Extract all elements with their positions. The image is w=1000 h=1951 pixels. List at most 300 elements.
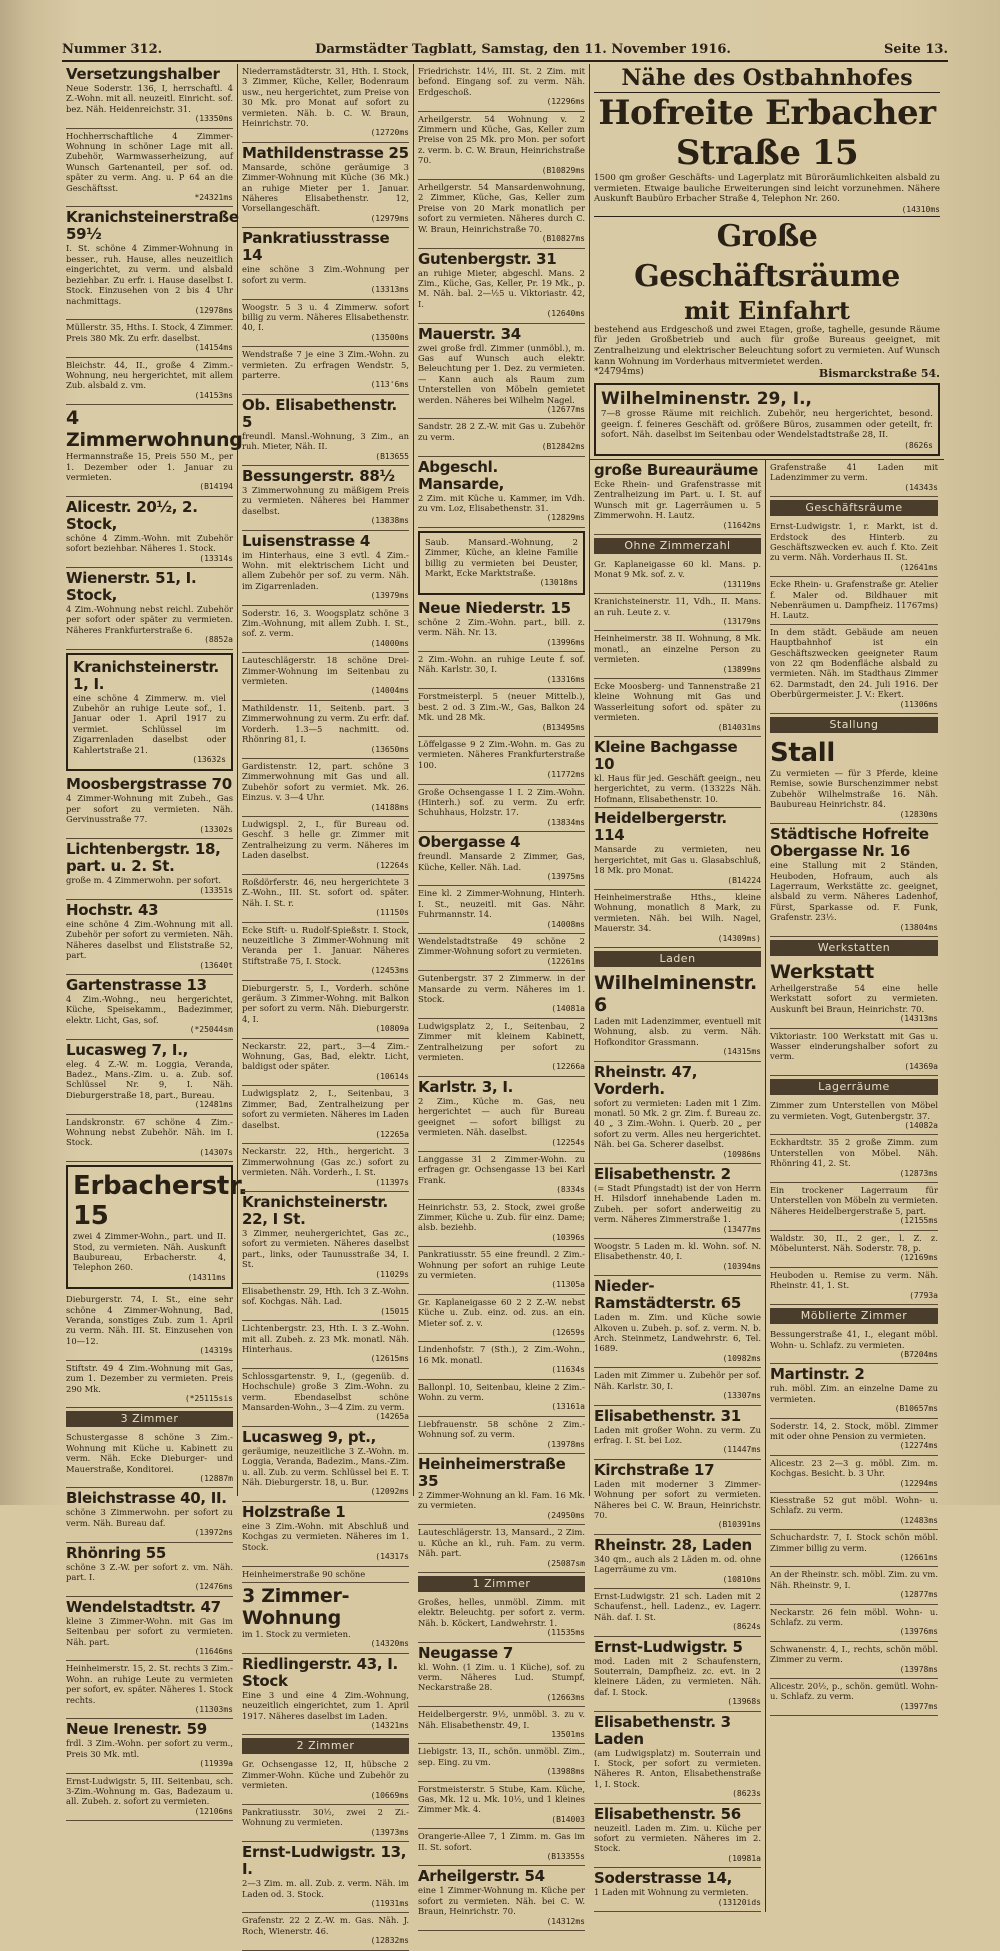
- classified-ad: [242, 1757, 409, 1805]
- column-1: [62, 64, 248, 1816]
- classified-ad: [418, 419, 585, 456]
- ad-heading: Obergasse 4: [418, 833, 521, 852]
- ad-reference: (14307s: [199, 1147, 233, 1157]
- ad-reference: *24321ms: [194, 193, 233, 203]
- ad-reference: (12641ms: [899, 562, 938, 572]
- ad-body: Orangerie-Allee 7, 1 Zimm. m. Gas im II. St. sofort.: [418, 1831, 585, 1852]
- ad-reference: (14343s: [904, 482, 938, 492]
- ad-body: Langgasse 31 2 Zimmer-Wohn. zu erfragen gr. Ochsengasse 13 bei Karl Frank.: [418, 1153, 585, 1185]
- classified-ad: [242, 606, 409, 654]
- ad-heading: Mauerstr. 34: [418, 324, 521, 343]
- classified-ad: [242, 653, 409, 701]
- classified-ad: [66, 1488, 233, 1542]
- classified-ad: [418, 832, 585, 886]
- ad-reference: (12481ms: [194, 1100, 233, 1110]
- ad-body: Neue Soderstr. 136, I, herrschaftl. 4 Z.-Wohn. mit all. neuzeitl. Einricht. sof. bez. Näh. Heidenreichstr. 31.: [66, 83, 233, 114]
- column-4: [590, 460, 766, 1912]
- ad-body: Hochherrschaftliche 4 Zimmer-Wohnung in schöner Lage mit all. Zubehör, Warmwasserheizung, auf Wunsch Gartenanteil, per sof. od. später zu verm. Ang. u. P 64 an die Geschäftsst.: [66, 130, 233, 193]
- classified-ad: [770, 1327, 938, 1364]
- classified-ad: [242, 981, 409, 1039]
- ad-reference: (B14031ms: [717, 722, 761, 732]
- ad-body: schöne 3 Zimmerwohn. per sofort zu verm. Näh. Bureau daf.: [66, 1507, 233, 1528]
- ad-reference: (12294ms: [899, 1478, 938, 1488]
- ad-heading: Arheilgerstr. 54: [418, 1867, 545, 1886]
- ad-body: Saub. Mansard.-Wohnung, 2 Zimmer, Küche, an kleine Familie billig zu vermieten bei Deuster, Markt, Ecke Marktstraße.: [425, 536, 578, 579]
- ad-reference: (12261ms: [546, 956, 585, 966]
- ad-reference: (13972ms: [194, 1528, 233, 1538]
- ad-body: Lauteschlägerstr. 18 schöne Drei-Zimmer-Wohnung im Seitenbau zu vermieten.: [242, 655, 409, 687]
- ad-reference: (11634s: [551, 1365, 585, 1375]
- ad-body: 4 Zimmer-Wohnung mit Zubeh., Gas per sofort zu vermieten. Näh. Gervinusstraße 77.: [66, 793, 233, 825]
- ad-body: Schlossgartenstr. 9, I., (gegenüb. d. Hochschule) große 3 Zim.-Wohn. zu verm. Ebendaselbst schöne Mansarden-Wohn., 3—4 Zim. zu verm.: [242, 1370, 409, 1413]
- ad-reference: (13632s: [192, 755, 226, 765]
- ad-body: Hermannstraße 15, Preis 550 M., per 1. Dezember oder 1. Januar zu vermieten.: [66, 451, 233, 482]
- ad-reference: (8624s: [732, 1622, 761, 1632]
- ad-heading: Lucasweg 9, pt.,: [242, 1427, 377, 1446]
- ad-body: Forstmeisterpl. 5 (neuer Mittelb.), best. 2 od. 3 Zim.-W., Gas, Balkon 24 Mk. und 28 Mk.: [418, 691, 585, 723]
- ad-body: Neckarstr. 26 fein möbl. Wohn- u. Schlafz. zu verm.: [770, 1606, 938, 1628]
- classified-ad: [418, 1247, 585, 1295]
- ad-heading: Wendelstadtstr. 47: [66, 1597, 221, 1616]
- ad-reference: (14312ms: [546, 1916, 585, 1926]
- classified-ad: [770, 1679, 938, 1716]
- page-number-right: Seite 13.: [883, 41, 948, 57]
- column-3: [414, 64, 590, 1926]
- ad-body: Ecke Stift- u. Rudolf-Spießstr. I. Stock, neuzeitliche 3 Zimmer-Wohnung mit Veranda per 1. Januar. Näheres Stiftstraße 75, I. Stock.: [242, 924, 409, 966]
- ad-body: Ecke Rhein- u. Grafenstraße gr. Atelier f. Maler od. Bildhauer mit Nebenräumen u. Dampfheiz. 11767ms) H. Lautz.: [770, 579, 938, 621]
- classified-ad: [594, 679, 761, 737]
- ad-body: Dieburgerstr. 5, I., Vorderh. schöne geräum. 3 Zimmer-Wohng. mit Balkon per sofort zu verm. Näh. Dieburgerstr. 4, I.: [242, 982, 409, 1024]
- classified-ad: [770, 1098, 938, 1135]
- ad-heading: Werkstatt: [770, 960, 874, 983]
- ad-body: schöne 3 Z.-W. per sofort z. vm. Näh. part. I.: [66, 1561, 233, 1582]
- ad-body: Eine 3 und eine 4 Zim.-Wohnung, neuzeitlich eingerichtet, zum 1. April 1917. Näheres daselbst im Laden.: [242, 1689, 409, 1721]
- ad-reference: (15015: [380, 1306, 409, 1316]
- wide-ads: [590, 64, 944, 460]
- ad-reference: (10614s: [375, 1071, 409, 1081]
- ad-body: Viktoriastr. 100 Werkstatt mit Gas u. Wasser einderungshalber sofort zu verm.: [770, 1030, 938, 1062]
- ad-heading: Lucasweg 7, I.,: [66, 1040, 189, 1059]
- ad-reference: (10394ms: [722, 1261, 761, 1271]
- classified-ad: [594, 460, 761, 535]
- ad-reference: (12640ms: [546, 309, 585, 319]
- ad-reference: (14008ms: [546, 919, 585, 929]
- columns: [62, 64, 948, 1946]
- ad-body: eine 3 Zim.-Wohn. mit Abschluß und Kochgas zu vermieten. Näheres im 1. Stock.: [242, 1520, 409, 1552]
- ad-reference: (11306ms: [899, 699, 938, 709]
- ad-body: Ernst-Ludwigstr. 5, III. Seitenbau, sch. 3-Zim.-Wohnung m. Gas, Badezaum u. all. Zubeh. z. sofort zu vermieten.: [66, 1775, 233, 1807]
- ad-reference: (24950ms: [546, 1510, 585, 1520]
- ad-body: 4 Zim.-Wohnung nebst reichl. Zubehör per sofort oder später zu vermieten. Näheres Frankfurterstraße 6.: [66, 604, 233, 635]
- ad-body: eleg. 4 Z.-W. m. Loggia, Veranda, Badez., Mans.-Zim. u. a. Zub. sof. Schlüssel Nr. 9, I. Näh. Dieburgerstraße 18, part., Bureau.: [66, 1058, 233, 1100]
- classified-ad: [242, 347, 409, 395]
- ad-heading: Elisabethenstr. 56: [594, 1804, 741, 1823]
- ad-body: Stiftstr. 49 4 Zim.-Wohnung mit Gas, zum 1. Dezember zu vermieten. Preis 290 Mk.: [66, 1362, 233, 1394]
- ad-body: Ludwigsplatz 2, I., Seitenbau, 2 Zimmer mit kleinem Kabinett, Zentralheizung per sofort zu vermieten.: [418, 1020, 585, 1063]
- ad-reference: (13977ms: [899, 1701, 938, 1711]
- ad-heading: Wilhelminenstr. 6: [594, 971, 757, 1016]
- raeume-title: Große Geschäftsräume: [634, 218, 900, 294]
- ad-heading: Pankratiusstrasse 14: [242, 229, 390, 265]
- section-heading: Laden: [594, 951, 761, 967]
- ad-reference: (12663ms: [546, 1692, 585, 1702]
- ad-heading: Neugasse 7: [418, 1643, 513, 1662]
- classified-ad: [418, 324, 585, 420]
- ad-reference: (13120ids: [717, 1897, 761, 1907]
- ad-body: Heuboden u. Remise zu verm. Näh. Rheinstr. 41, 1. St.: [770, 1269, 938, 1291]
- ad-reference: (12661ms: [899, 1553, 938, 1562]
- ad-reference: (8852a: [204, 635, 233, 645]
- ad-reference: (13351s: [199, 885, 233, 895]
- section-heading: Lagerräume: [770, 1079, 938, 1095]
- classified-ad: [770, 1493, 938, 1530]
- section-heading: Stallung: [770, 717, 938, 733]
- section-heading: Ohne Zimmerzahl: [594, 538, 761, 554]
- ad-reference: (B10827ms: [541, 234, 585, 244]
- ad-heading: Erbacherstr. 15: [73, 1171, 248, 1232]
- classified-ad: [418, 886, 585, 934]
- ad-body: Großes, helles, unmöbl. Zimm. mit elektr. Beleuchtg. per sofort z. verm. Näh. b. Köckert, Landwehrstr. 1.: [418, 1596, 585, 1628]
- section-heading: Möblierte Zimmer: [770, 1308, 938, 1324]
- ad-heading: Stall: [770, 738, 836, 769]
- classified-ad: [770, 1364, 938, 1418]
- ad-body: Eine kl. 2 Zimmer-Wohnung, Hinterh. I. St., neuzeitl. mit Gas. Nähr. Fuhrmannstr. 14.: [418, 888, 585, 920]
- ad-body: im 1. Stock zu vermieten.: [242, 1628, 351, 1639]
- ad-reference: (11397s: [375, 1177, 409, 1187]
- ad-reference: (B14003: [551, 1814, 585, 1824]
- ad-body: eine 1 Zimmer-Wohnung m. Küche per sofort zu vermieten. Näh. bei C. W. Braun, Heinrichstr. 70.: [418, 1885, 585, 1917]
- ad-body: freundl. Mansarde 2 Zimmer, Gas, Küche, Keller. Näh. Lad.: [418, 851, 585, 872]
- section-heading: Geschäftsräume: [770, 500, 938, 516]
- ad-reference: (12453ms: [370, 966, 409, 976]
- ad-body: Mathildenstr. 11, Seitenb. part. 3 Zimmerwohnung zu verm. Zu erfr. daf. Vorderh. 1.3—5 nachmitt. od. Rhönring 81, I.: [242, 702, 409, 745]
- ad-reference: (12483ms: [899, 1515, 938, 1525]
- ad-reference: (13838ms: [370, 516, 409, 526]
- ad-body: 4 Zim.-Wohng., neu hergerichtet, Küche, Speisekamm., Badezimmer, elektr. Licht, Gas, sof.: [66, 993, 233, 1025]
- classified-ad: [594, 1406, 761, 1460]
- ad-body: 2—3 Zim. m. all. Zub. z. verm. Näh. im Laden od. 3. Stock.: [242, 1878, 409, 1899]
- ad-heading: Luisenstrasse 4: [242, 531, 370, 550]
- classified-ad: [66, 320, 233, 357]
- ad-body: schöne 4 Zimm.-Wohn. mit Zubehör sofort beziehbar. Näheres 1. Stock.: [66, 532, 233, 554]
- ad-reference: (13316ms: [546, 674, 585, 684]
- ad-reference: (8334s: [556, 1185, 585, 1195]
- classified-ad: [594, 1712, 761, 1804]
- ad-body: Grafenstraße 41 Laden mit Ladenzimmer zu verm.: [770, 461, 938, 483]
- ad-body: Schustergasse 8 schöne 3 Zim.-Wohnung mit Küche u. Kabinett zu verm. Näh. Ecke Dieburger- und Mauerstraße, Konditorei.: [66, 1432, 233, 1474]
- classified-ad: [770, 1183, 938, 1231]
- classified-ad: [770, 460, 938, 497]
- ad-body: Heidelbergerstr. 9½, unmöbl. 3. zu v. Näh. Elisabethenstr. 49, I.: [418, 1709, 585, 1730]
- classified-ad: [242, 531, 409, 606]
- ad-body: Neckarstr. 22, Hth., hergericht. 3 Zimmerwohnung (Gas zc.) sofort zu vermieten. Näh. Vorderh., I. St.: [242, 1146, 409, 1178]
- classified-ad: [66, 839, 233, 900]
- ad-reference: (13179ms: [722, 617, 761, 626]
- ad-reference: (13314s: [199, 553, 233, 563]
- classified-ad: [242, 1654, 409, 1736]
- classified-ad: [66, 1661, 233, 1719]
- wilhelminen-title: Wilhelminenstr. 29, I.,: [601, 389, 812, 410]
- ad-reference: (14081a: [551, 1004, 585, 1014]
- ad-reference: (13988ms: [546, 1767, 585, 1777]
- wilhelminen-box: [594, 383, 940, 456]
- ad-reference: (13979ms: [370, 591, 409, 601]
- classified-ad: [770, 577, 938, 625]
- ad-body: Heinheimerstraße Hths., kleine Wohnung, monatlich 8 Mark, zu vermieten. Näh. bei Wilh. Nagel, Mauerstr. 34.: [594, 891, 761, 934]
- classified-ad: [66, 1361, 233, 1409]
- ad-body: 2 Zimmer-Wohnung an kl. Fam. 16 Mk. zu vermieten.: [418, 1490, 585, 1511]
- ad-reference: (B10829ms: [541, 165, 585, 175]
- ad-body: zwei große frdl. Zimmer (unmöbl.), m. Gas auf Wunsch auch elektr. Beleuchtung per 1. Dez. zu vermieten. — Kann auch als Raum zum Unterstellen von Möbeln gemietet werden. Näheres bei Wilhelm Nagel.: [418, 342, 585, 405]
- ad-body: Neckarstr. 22, part., 3—4 Zim.-Wohnung, Gas, Bad, elektr. Licht, baldigst oder später.: [242, 1040, 409, 1072]
- classified-ad: [594, 970, 761, 1062]
- ad-heading: Elisabethenstr. 31: [594, 1406, 741, 1425]
- classified-ad: [242, 466, 409, 531]
- raeume-ref: *24794ms): [594, 367, 644, 378]
- ad-body: I. St. schöne 4 Zimmer-Wohnung in besser., ruh. Hause, alles neuzeitlich eingerichtet, zu verm. und alsbald beziehbar. Zu erfr. i. Hause daselbst I. Stock. Einzusehen von 2 bis 4 Uhr nachmittags.: [66, 243, 233, 306]
- ad-body: Ballonpl. 10, Seitenbau, kleine 2 Zim.-Wohn. zu verm.: [418, 1381, 585, 1403]
- ad-body: 1 Laden mit Wohnung zu vermieten.: [594, 1887, 749, 1898]
- classified-ad: [242, 1369, 409, 1427]
- classified-ad: [242, 1502, 409, 1567]
- classified-ad: [770, 1231, 938, 1268]
- ad-heading: Rhönring 55: [66, 1543, 166, 1562]
- ad-body: Ecke Rhein- und Grafenstrasse mit Zentralheizung im Part. u. I. St. auf Wunsch mit gr. Lagerräumen u. 5 Zimmerwohn. H. Lautz.: [594, 478, 761, 521]
- classified-ad: [242, 228, 409, 299]
- ad-reference: (12169ms: [899, 1253, 938, 1263]
- classified-ad: [66, 405, 243, 497]
- ad-body: schöne 2 Zim.-Wohn. part., bill. z. verm. Näh. Nr. 13.: [418, 616, 585, 638]
- hofreite-ref: (14310ms: [901, 204, 940, 214]
- ad-body: Friedrichstr. 14½, III. St. 2 Zim. mit befond. Eingang sof. zu verm. Näh. Erdgeschoß.: [418, 66, 585, 97]
- classified-ad: [242, 1321, 409, 1369]
- ad-heading: Kleine Bachgasse 10: [594, 738, 738, 774]
- column-2: [238, 64, 414, 1946]
- ad-reference: (14153ms: [194, 390, 233, 400]
- classified-ad: [242, 395, 409, 466]
- classified-ad: [594, 1868, 761, 1912]
- classified-ad: [770, 1642, 938, 1679]
- classified-ad: [594, 1239, 761, 1276]
- ad-heading: Kranichsteinerstr. 22, I St.: [242, 1192, 388, 1228]
- classified-ad: [418, 1744, 585, 1781]
- classified-ad: [770, 1029, 938, 1077]
- classified-ad: [418, 1200, 585, 1248]
- ad-reference: (12296ms: [546, 97, 585, 107]
- ad-body: Ein trockener Lagerraum für Unterstellen von Möbeln zu vermieten. Näheres Heidelbergerstraße 5, part.: [770, 1185, 938, 1216]
- classified-ad: [418, 1295, 585, 1343]
- ad-body: An der Rheinstr. sch. möbl. Zim. zu vm. Näh. Rheinstr. 9, I.: [770, 1569, 938, 1590]
- ad-reference: (14188ms: [370, 802, 409, 812]
- classified-ad: [594, 1535, 761, 1589]
- classified-ad: [66, 1115, 233, 1163]
- ad-body: Grafenstr. 22 2 Z.-W. m. Gas. Näh. J. Roch, Wienerstr. 46.: [242, 1915, 409, 1936]
- ad-heading: Lichtenbergstr. 18, part. u. 2. St.: [66, 840, 221, 876]
- classified-ad: [242, 1842, 409, 1913]
- ad-heading: Hochstr. 43: [66, 900, 159, 919]
- ad-heading: Rheinstr. 47, Vorderh.: [594, 1062, 698, 1098]
- ad-reference: (10986ms: [722, 1149, 761, 1159]
- classified-ad: [66, 1040, 233, 1115]
- wilhelminen-ref: (8626s: [904, 440, 933, 450]
- ad-body: Schwanenstr. 4, I., rechts, schön möbl. Zimmer zu verm.: [770, 1643, 938, 1665]
- ad-heading: Heidelbergerstr. 114: [594, 809, 727, 845]
- ad-body: Soderstr. 14, 2. Stock, möbl. Zimmer mit oder ohne Pension zu vermieten.: [770, 1420, 938, 1441]
- ad-body: eine schöne 4 Zim.-Wohnung mit all. Zubehör per sofort zu vermieten. Näh. Näheres daselbst und Eliststraße 52, part.: [66, 918, 233, 961]
- ad-body: Ecke Moosberg- und Tannenstraße 21 kleine Wohnung mit Gas und Wasserleitung sofort od. später zu vermieten.: [594, 681, 761, 723]
- classified-ad: [418, 180, 585, 248]
- ad-reference: (14000ms: [370, 638, 409, 648]
- ad-reference: (11939a: [199, 1759, 233, 1769]
- ad-body: zwei 4 Zimmer-Wohn., part. und II. Stod, zu vermieten. Näh. Auskunft Baubureau, Erbacherstr. 4, Telephon 260.: [73, 1231, 226, 1273]
- ad-heading: Kranichsteinerstraße 59½: [66, 208, 239, 244]
- ad-body: Waldstr. 30, II., 2 ger., l. Z. z. Möbelunterst. Näh. Soderstr. 78, p.: [770, 1232, 938, 1254]
- classified-ad: [594, 737, 761, 808]
- ad-body: Laden mit moderner 3 Zimmer-Wohnung per sofort zu vermieten. Näheres bei C. W. Braun, Heinrichstr. 70.: [594, 1478, 761, 1520]
- ad-body: Lauteschlägerstr. 13, Mansard., 2 Zim. u. Küche an kl., ruh. Fam. zu verm. Näh. part.: [418, 1527, 585, 1559]
- classified-ad: [418, 1380, 585, 1417]
- ad-body: Ernst-Ludwigstr. 1, r. Markt, ist d. Erdstock des Hinterb. zu Geschäftszwecken ev. auch f. Kto. Zeit zu verm. Näh. Vorderhaus II. St.: [770, 521, 938, 563]
- classified-ad: [66, 129, 233, 208]
- ad-body: Heinrichstr. 53, 2. Stock, zwei große Zimmer, Küche u. Zub. für einz. Dame; alsb. beziehb.: [418, 1201, 585, 1233]
- ad-reference: (14082a: [904, 1121, 938, 1130]
- classified-ad: [594, 557, 761, 594]
- ad-body: große m. 4 Zimmerwohn. per sofort.: [66, 875, 222, 886]
- classified-ad: [242, 1427, 409, 1502]
- ad-body: Arheilgerstr. 54 Wohnung v. 2 Zimmern und Küche, Gas, Keller zum Preise von 25 Mk. pro Mon. per sofort z. verm. b. C. W. Braun, Heinrichstraße 70.: [418, 113, 585, 166]
- ad-reference: (14313ms: [899, 1014, 938, 1024]
- ad-reference: (10981a: [727, 1853, 761, 1863]
- ad-heading: Versetzungshalber: [66, 65, 220, 83]
- ad-body: 2 Zim., Küche m. Gas, neu hergerichtet — auch für Bureau geeignet — sofort billigst zu vermieten. Näh. daselbst.: [418, 1095, 585, 1138]
- classified-ad: [594, 1460, 761, 1535]
- ad-reference: (12720ms: [370, 128, 409, 138]
- ad-reference: (B13495ms: [541, 722, 585, 732]
- classified-ad: [770, 1605, 938, 1642]
- ad-body: Gutenbergstr. 37 2 Zimmerw. in der Mansarde zu verm. Näheres im 1. Stock.: [418, 973, 585, 1005]
- classified-ad: [594, 890, 761, 948]
- ad-reference: (13834ms: [546, 817, 585, 827]
- ad-body: Schuchardstr. 7, I. Stock schön möbl. Zimmer billig zu verm.: [770, 1532, 938, 1553]
- ad-reference: (13500ms: [370, 332, 409, 342]
- ad-heading: Holzstraße 1: [242, 1502, 346, 1521]
- classified-ad: [418, 971, 585, 1019]
- ad-reference: (13650ms: [370, 744, 409, 754]
- ad-body: 2 Zim. mit Küche u. Kammer, im Vdh. zu vm. Loz, Elisabethenstr. 31.: [418, 492, 585, 513]
- ad-heading: Mathildenstrasse 25: [242, 143, 409, 162]
- ad-body: Bessungerstraße 41, I., elegant möbl. Wohn- u. Schlafz. zu vermieten.: [770, 1329, 938, 1350]
- ad-body: Gr. Kaplaneigasse 60 kl. Mans. p. Monat 9 Mk. sof. z. v.: [594, 558, 761, 580]
- ad-reference: (12659s: [551, 1328, 585, 1337]
- ad-reference: (12873ms: [899, 1168, 938, 1178]
- ad-body: Wendelstadtstraße 49 schöne 2 Zimmer-Wohnung sofort zu vermieten.: [418, 936, 585, 957]
- ad-reference: (14320ms: [370, 1639, 409, 1649]
- ad-body: Wendstraße 7 je eine 3 Zim.-Wohn. zu vermieten. Zu erfragen Wendstr. 5, parterre.: [242, 349, 409, 380]
- classified-ad: [770, 1268, 938, 1305]
- classified-ad: [418, 249, 585, 324]
- ad-body: Woogstr. 5 Laden m. kl. Wohn. sof. N. Elisabethenstr. 40, I.: [594, 1241, 761, 1262]
- ad-body: Zu vermieten — für 3 Pferde, kleine Remise, sowie Burschenzimmer nebst Zubehör Wilhelmstraße 16. Näh. Baubureau Heinrichstr. 84.: [770, 768, 938, 810]
- ad-body: Eckhardtstr. 35 2 große Zimm. zum Unterstellen von Möbel. Näh. Rhönring 41, 2. St.: [770, 1137, 938, 1169]
- ad-reference: (7793a: [909, 1290, 938, 1300]
- ad-body: Laden mit großer Wohn. zu verm. Zu erfrag. I. St. bei Loz.: [594, 1424, 761, 1445]
- page-number-left: Nummer 312.: [62, 41, 163, 57]
- ad-reference: (12092ms: [370, 1487, 409, 1497]
- ad-body: kl. Haus für jed. Geschäft geeign., neu hergerichtet, zu verm. (13322s Näh. Hofmann, Elisabethenstr. 10.: [594, 773, 761, 804]
- ad-body: (= Stadt Pfungstadt) ist der von Herrn H. Hilsdorf innehabende Laden m. Zubeh. per sofort anderweitig zu verm. Näheres Zimmerstraße 1.: [594, 1183, 761, 1225]
- classified-ad: [242, 143, 409, 228]
- ad-reference: (B10657ms: [894, 1404, 938, 1414]
- classified-ad: [242, 300, 409, 348]
- ad-reference: (13161a: [551, 1402, 585, 1412]
- ad-heading: große Bureauräume: [594, 460, 759, 479]
- ad-reference: (12274ms: [899, 1441, 938, 1451]
- classified-ad: [418, 1595, 585, 1643]
- classified-ad: [66, 900, 233, 975]
- ad-body: Woogstr. 5 3 u. 4 Zimmerw. sofort billig zu verm. Näheres Elisabethenstr. 40, I.: [242, 301, 409, 333]
- classified-ad: [66, 1774, 233, 1822]
- classified-ad: [770, 1530, 938, 1567]
- ad-body: eine Stallung mit 2 Ständen, Heuboden, Hofraum, auch als Lagerraum, Werkstätte zc. geeignet, alsbald zu verm. Näheres Ladenhof, Fürst, Sparkasse od. F. Funk, Grafenstr. 23½.: [770, 860, 938, 923]
- classified-ad: [770, 1456, 938, 1493]
- classified-ad: [242, 1192, 409, 1284]
- ad-reference: (14154ms: [194, 343, 233, 353]
- ad-reference: (11303ms: [194, 1705, 233, 1715]
- ad-reference: (13978ms: [899, 1664, 938, 1674]
- ad-body: eine schöne 4 Zimmerw. m. viel Zubehör an ruhige Leute sof., 1. Januar oder 1. April 1917 zu vermiet. Schlüssel im Zigarrenladen daselbst oder Kahlertstraße 21.: [73, 692, 226, 755]
- ad-reference: (8623s: [732, 1789, 761, 1799]
- ad-reference: (11029s: [375, 1269, 409, 1279]
- classified-ad: [418, 598, 585, 652]
- ad-body: Löffelgasse 9 2 Zim.-Wohn. m. Gas zu vermieten. Näheres Frankfurterstraße 100.: [418, 738, 585, 770]
- classified-ad: [242, 1039, 409, 1087]
- classified-ad: [770, 1135, 938, 1183]
- classified-ad: [66, 975, 233, 1040]
- ad-reference: (113'6ms: [370, 380, 409, 390]
- classified-ad: [418, 1866, 585, 1931]
- ad-body: Arheilgerstraße 54 eine helle Werkstatt sofort zu vermieten. Auskunft bei Braun, Heinrichstr. 70.: [770, 982, 938, 1014]
- ad-body: Heinheimerstraße 90 schöne: [242, 1568, 366, 1579]
- ad-body: Heinheimerstr. 38 II. Wohnung, 8 Mk. monatl., an einzelne Person zu vermieten.: [594, 633, 761, 665]
- ad-reference: (13968s: [727, 1697, 761, 1707]
- ad-body: Alicestr. 20½, p., schön. gemütl. Wohn- u. Schlafz. zu verm.: [770, 1681, 938, 1702]
- ad-body: (am Ludwigsplatz) m. Souterrain und I. Stock, per sofort zu vermieten. Näheres R. Anton, Elisabethenstraße 1, I. Stock.: [594, 1747, 761, 1789]
- classified-ad: [418, 1454, 585, 1525]
- section-heading: 3 Zimmer: [66, 1411, 233, 1427]
- ad-reference: (13302s: [199, 824, 233, 834]
- ad-reference: (14004ms: [370, 686, 409, 696]
- classified-ad: [594, 1368, 761, 1405]
- ad-reference: (14369a: [904, 1061, 938, 1071]
- ad-reference: (13973ms: [370, 1827, 409, 1837]
- classified-ad: [594, 1062, 761, 1164]
- newspaper-title: Darmstädter Tagblatt, Samstag, den 11. November 1916.: [315, 41, 731, 57]
- ad-reference: (12887m: [199, 1473, 233, 1483]
- ad-heading: Gutenbergstr. 31: [418, 249, 557, 268]
- ad-reference: (14315ms: [722, 1047, 761, 1057]
- ad-heading: Abgeschl. Mansarde,: [418, 457, 505, 493]
- ad-reference: (12155ms: [899, 1216, 938, 1226]
- ad-heading: Riedlingerstr. 43, I. Stock: [242, 1654, 398, 1690]
- ad-reference: (13307ms: [722, 1391, 761, 1401]
- classified-ad: [594, 1804, 761, 1869]
- classified-ad: [242, 1805, 409, 1842]
- ad-reference: (B7204ms: [899, 1349, 938, 1359]
- ad-heading: Wienerstr. 51, I. Stock,: [66, 569, 197, 604]
- ad-body: Ludwigspl. 2, I., für Bureau od. Geschf. 3 helle gr. Zimmer mit Zentralheizung zu verm. Näheres im Laden daselbst.: [242, 818, 409, 861]
- classified-ad: [242, 817, 409, 875]
- ad-body: eine schöne 3 Zim.-Wohnung per sofort zu verm.: [242, 264, 409, 285]
